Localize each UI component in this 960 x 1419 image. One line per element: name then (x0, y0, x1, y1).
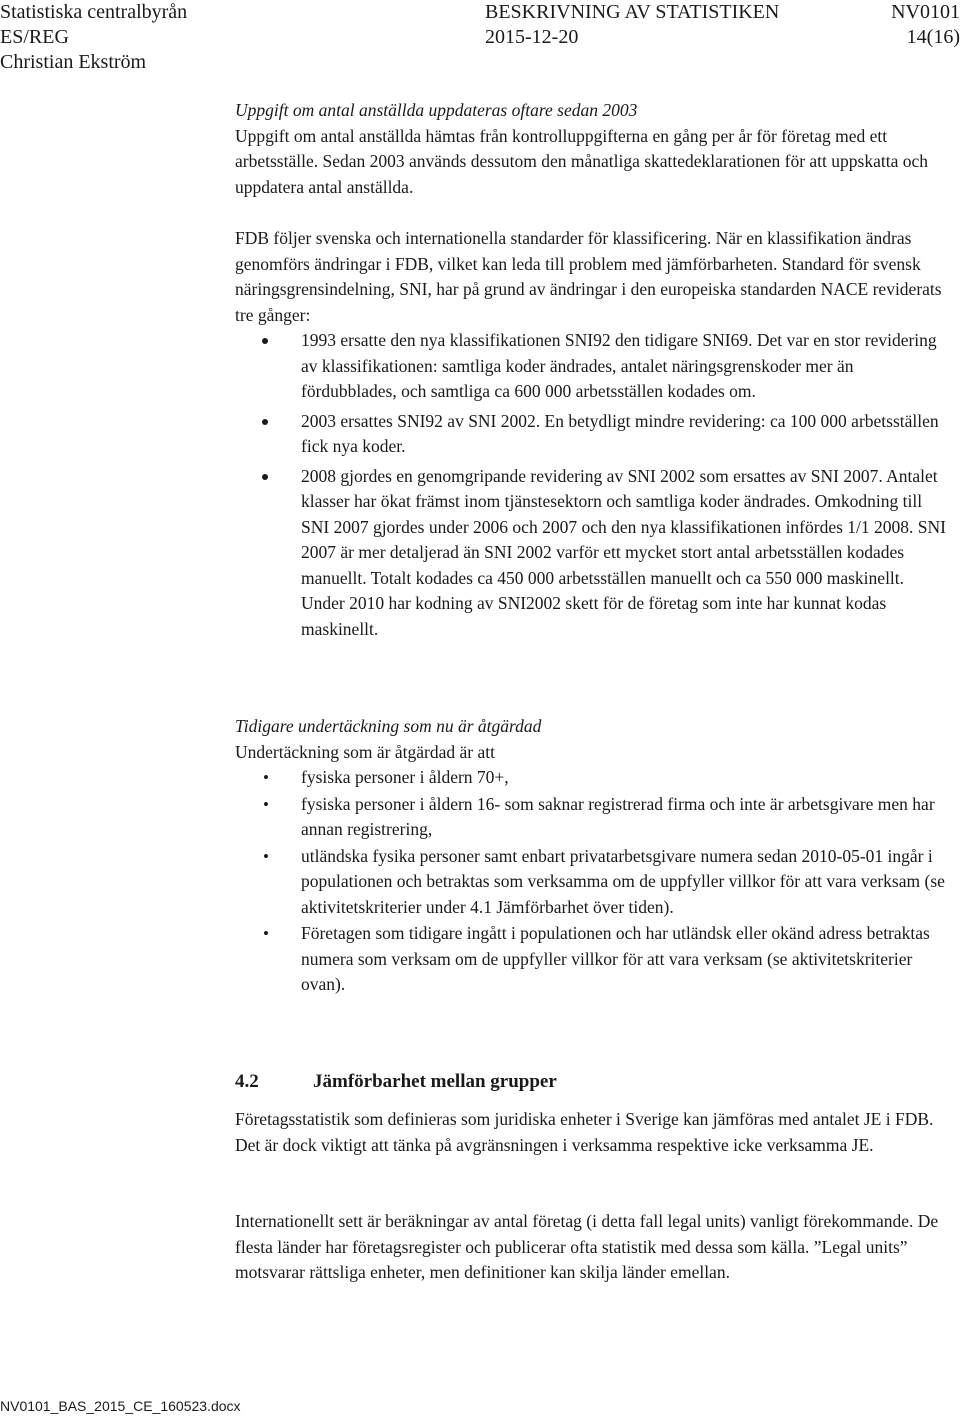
list-item: • fysiska personer i åldern 16- som saknar registrerad firma och inte är arbetsgivare men har annan registrering, (235, 792, 947, 843)
header-org: Statistiska centralbyrån (0, 1, 188, 23)
section-para-2: Internationellt sett är beräkningar av antal företag (i detta fall legal units) vanligt förekommande. De flesta länder har företagsregister och publicerar ofta statistik med dessa som källa. ”Legal units” motsvarar rättsliga enheter, men definitioner kan skilja länder emellan. (235, 1211, 939, 1282)
header-date: 2015-12-20 (485, 26, 579, 48)
header-doc-type: BESKRIVNING AV STATISTIKEN (485, 1, 780, 23)
anstallda-heading: Uppgift om antal anställda uppdateras oftare sedan 2003 (235, 100, 638, 120)
section-number: 4.2 (235, 1071, 259, 1092)
list-item: • utländska fysika personer samt enbart privatarbetsgivare numera sedan 2010-05-01 ingår i populationen och betraktas som verksamma om de uppfyller villkor för att vara verksam (se aktivitetskriterier under 4.1 Jämförbarhet över tiden). (235, 844, 947, 921)
header-page-number: 14(16) (906, 26, 960, 48)
fdb-text: FDB följer svenska och internationella standarder för klassificering. När en klassifikation ändras genomförs ändringar i FDB, vilket kan leda till problem med jämförbarheten. Standard för svensk näringsgrensindelning, SNI, har på grund av ändringar i den europeiska standarden NACE reviderats tre gånger: (235, 228, 942, 325)
section-title: Jämförbarhet mellan grupper (313, 1071, 557, 1092)
header-doc-id: NV0101 (891, 1, 960, 23)
header-dept: ES/REG (0, 26, 69, 48)
undertackning-list (235, 765, 947, 998)
list-item: 2008 gjordes en genomgripande revidering av SNI 2002 som ersattes av SNI 2007. Antalet klasser har ökat främst inom tjänstesektorn och samtliga koder ändrades. Omkodning till SNI 2007 gjordes under 2006 och 2007 och den nya klassifikationen infördes 1/1 2008. SNI 2007 är mer detaljerad än SNI 2002 varför ett mycket stort antal arbetsställen kodades manuellt. Totalt kodades ca 450 000 arbetsställen manuellt och ca 550 000 maskinellt. Under 2010 har kodning av SNI2002 skett för de företag som inte har kunnat kodas maskinellt. (235, 464, 947, 643)
list-item: 2003 ersattes SNI92 av SNI 2002. En betydligt mindre revidering: ca 100 000 arbetsställen fick nya koder. (235, 409, 947, 460)
sni-revision-list (235, 328, 947, 642)
anstallda-section (235, 98, 947, 200)
section-para-1: Företagsstatistik som definieras som juridiska enheter i Sverige kan jämföras med antalet JE i FDB. Det är dock viktigt att tänka på avgränsningen i verksamma respektive icke verksamma JE. (235, 1109, 934, 1155)
list-item: • Företagen som tidigare ingått i populationen och har utländsk eller okänd adress betraktas numera som verksam om de uppfyller villkor för att vara verksam (se aktivitetskriterier ovan). (235, 921, 947, 998)
list-item: 1993 ersatte den nya klassifikationen SNI92 den tidigare SNI69. Det var en stor revidering av klassifikationen: samtliga koder ändrades, antalet näringsgrenskoder mer än fördubblades, och samtliga ca 600 000 arbetsställen kodades om. (235, 328, 947, 405)
undertackning-heading: Tidigare undertäckning som nu är åtgärdad (235, 716, 542, 736)
anstallda-text: Uppgift om antal anställda hämtas från kontrolluppgifterna en gång per år för företag med ett arbetsställe. Sedan 2003 används dessutom den månatliga skattedeklarationen för att uppskatta och uppdatera antal anställda. (235, 125, 928, 197)
header-author: Christian Ekström (0, 51, 147, 73)
fdb-section (235, 226, 947, 642)
footer-filename: NV0101_BAS_2015_CE_160523.docx (0, 1398, 241, 1414)
list-item: • fysiska personer i åldern 70+, (235, 765, 947, 791)
undertackning-intro: Undertäckning som är åtgärdad är att (235, 741, 495, 762)
undertackning-section (235, 714, 947, 998)
